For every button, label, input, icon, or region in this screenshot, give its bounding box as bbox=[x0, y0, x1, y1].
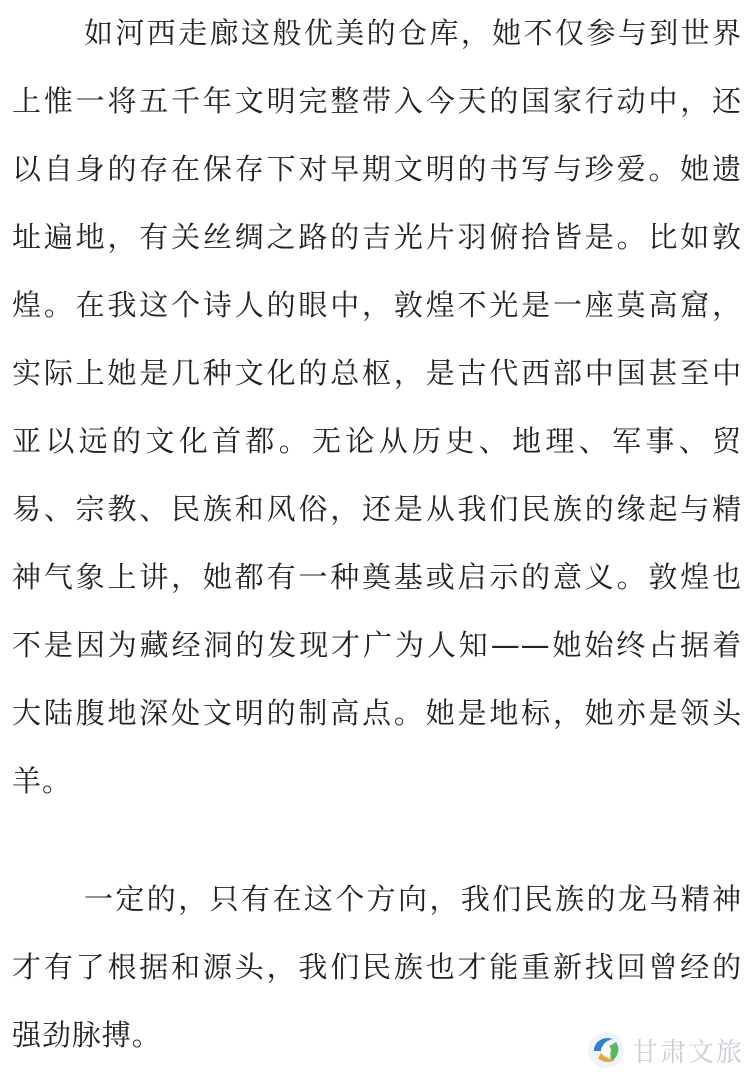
paragraph-2-line-2: 才有了根据和源头，我们民族也才能重新找回曾经的 bbox=[12, 950, 742, 984]
paragraph-1-line-9: 神气象上讲，她都有一种奠基或启示的意义。敦煌也 bbox=[12, 560, 742, 594]
paragraph-1-line-12: 羊。 bbox=[12, 764, 72, 798]
watermark bbox=[586, 1028, 744, 1072]
paragraph-1-line-6: 实际上她是几种文化的总枢，是古代西部中国甚至中 bbox=[12, 356, 742, 390]
paragraph-1-line-8: 易、宗教、民族和风俗，还是从我们民族的缘起与精 bbox=[12, 492, 742, 526]
paragraph-2-line-1: 一定的，只有在这个方向，我们民族的龙马精神 bbox=[84, 882, 742, 916]
paragraph-1-line-5: 煌。在我这个诗人的眼中，敦煌不光是一座莫高窟， bbox=[12, 288, 742, 322]
paragraph-1-line-1: 如河西走廊这般优美的仓库，她不仅参与到世界 bbox=[84, 16, 742, 50]
paragraph-1-line-4: 址遍地，有关丝绸之路的吉光片羽俯拾皆是。比如敦 bbox=[12, 220, 742, 254]
paragraph-2-line-3: 强劲脉搏。 bbox=[12, 1018, 162, 1052]
gansu-wenlv-logo-icon bbox=[586, 1030, 626, 1070]
paragraph-1-line-10: 不是因为藏经洞的发现才广为人知——她始终占据着 bbox=[12, 628, 742, 662]
paragraph-1-line-7: 亚以远的文化首都。无论从历史、地理、军事、贸 bbox=[12, 424, 742, 458]
paragraph-1-line-3: 以自身的存在保存下对早期文明的书写与珍爱。她遗 bbox=[12, 152, 742, 186]
watermark-text: 甘肃文旅 bbox=[632, 1037, 745, 1068]
paragraph-1-line-11: 大陆腹地深处文明的制高点。她是地标，她亦是领头 bbox=[12, 696, 742, 730]
paragraph-1-line-2: 上惟一将五千年文明完整带入今天的国家行动中，还 bbox=[12, 84, 742, 118]
